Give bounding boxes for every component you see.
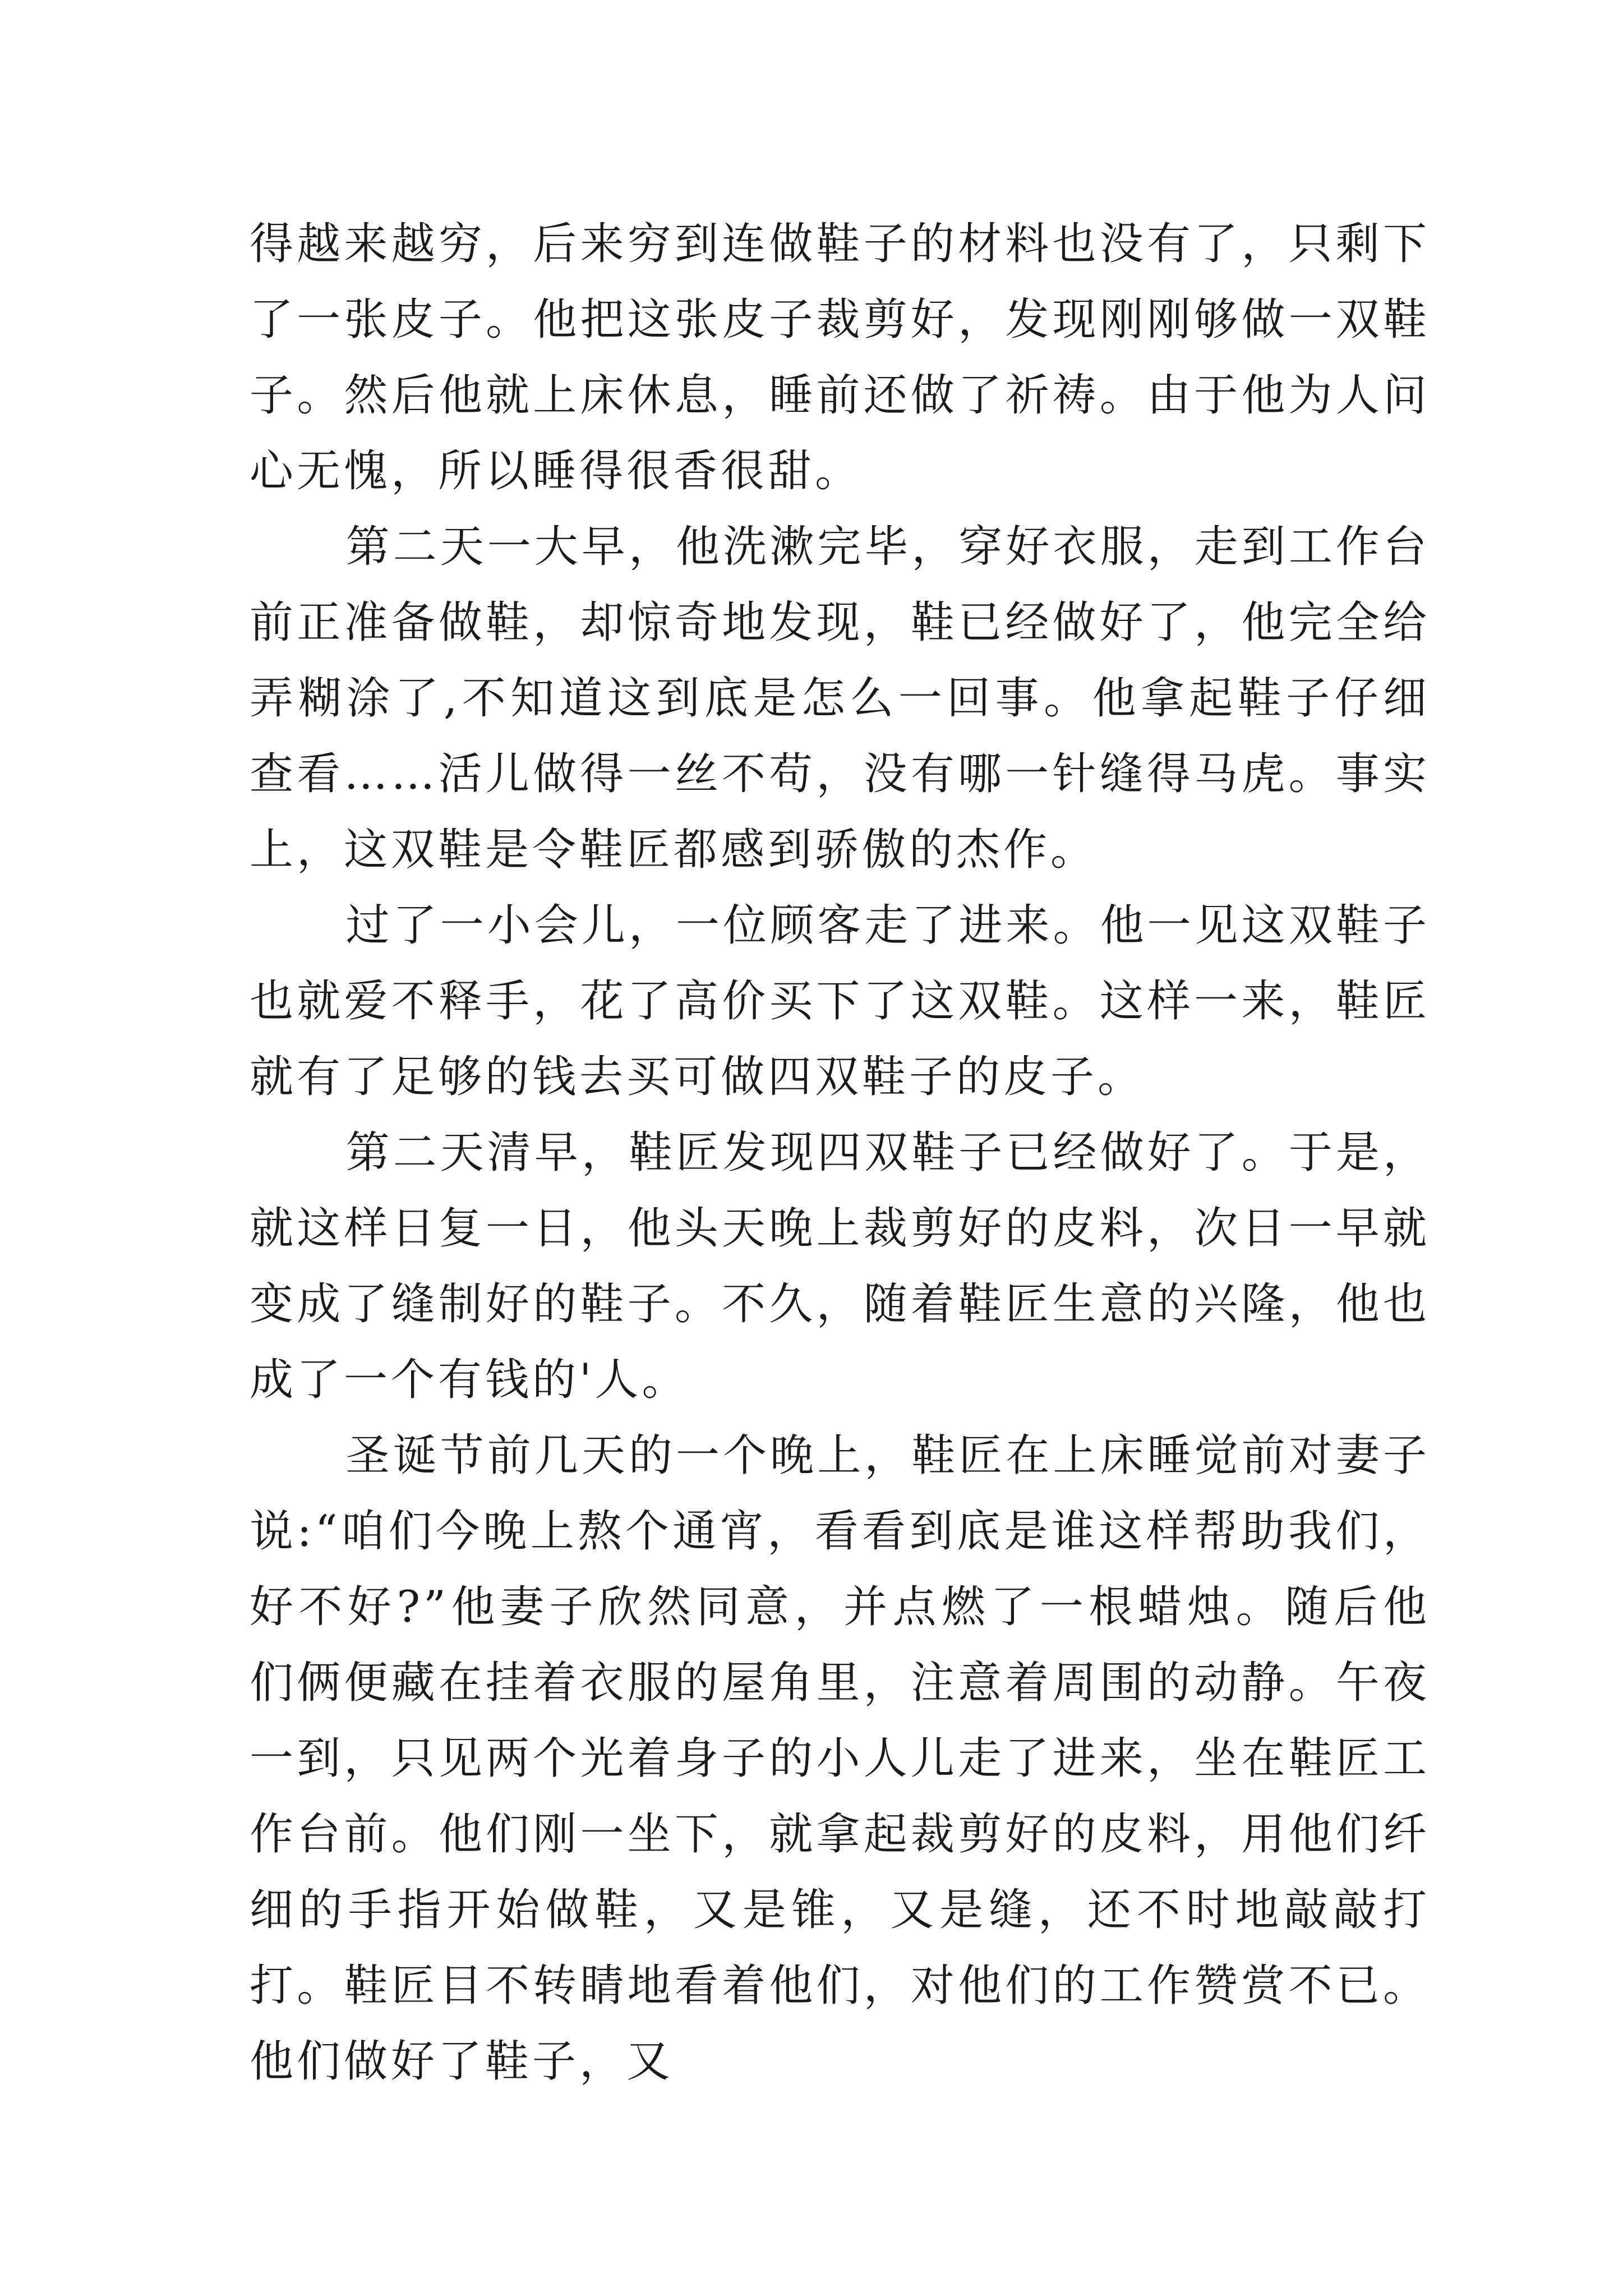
paragraph-3: 过了一小会儿，一位顾客走了进来。他一见这双鞋子也就爱不释手，花了高价买下了这双鞋。这样一来，鞋匠就有了足够的钱去买可做四双鞋子的皮子。 bbox=[250, 900, 1430, 1102]
document-body bbox=[250, 206, 1430, 2100]
paragraph-1: 得越来越穷，后来穷到连做鞋子的材料也没有了，只剩下了一张皮子。他把这张皮子裁剪好，发现刚刚够做一双鞋子。然后他就上床休息，睡前还做了祈祷。由于他为人问心无愧，所以睡得很香很甜。 bbox=[250, 219, 1430, 496]
paragraph-2: 第二天一大早，他洗漱完毕，穿好衣服，走到工作台前正准备做鞋，却惊奇地发现，鞋已经做好了，他完全给弄糊涂了,不知道这到底是怎么一回事。他拿起鞋子仔细查看……活儿做得一丝不苟，没有哪一针缝得马虎。事实上，这双鞋是令鞋匠都感到骄傲的杰作。 bbox=[250, 522, 1430, 875]
paragraph-5: 圣诞节前几天的一个晚上，鞋匠在上床睡觉前对妻子说:“咱们今晚上熬个通宵，看看到底是谁这样帮助我们，好不好?”他妻子欣然同意，并点燃了一根蜡烛。随后他们俩便藏在挂着衣服的屋角里，注意着周围的动静。午夜一到，只见两个光着身子的小人儿走了进来，坐在鞋匠工作台前。他们刚一坐下，就拿起裁剪好的皮料，用他们纤细的手指开始做鞋，又是锥，又是缝，还不时地敲敲打打。鞋匠目不转睛地看着他们，对他们的工作赞赏不已。他们做好了鞋子，又 bbox=[250, 1430, 1430, 2087]
paragraph-4: 第二天清早，鞋匠发现四双鞋子已经做好了。于是，就这样日复一日，他头天晚上裁剪好的皮料，次日一早就变成了缝制好的鞋子。不久，随着鞋匠生意的兴隆，他也成了一个有钱的'人。 bbox=[250, 1128, 1430, 1405]
